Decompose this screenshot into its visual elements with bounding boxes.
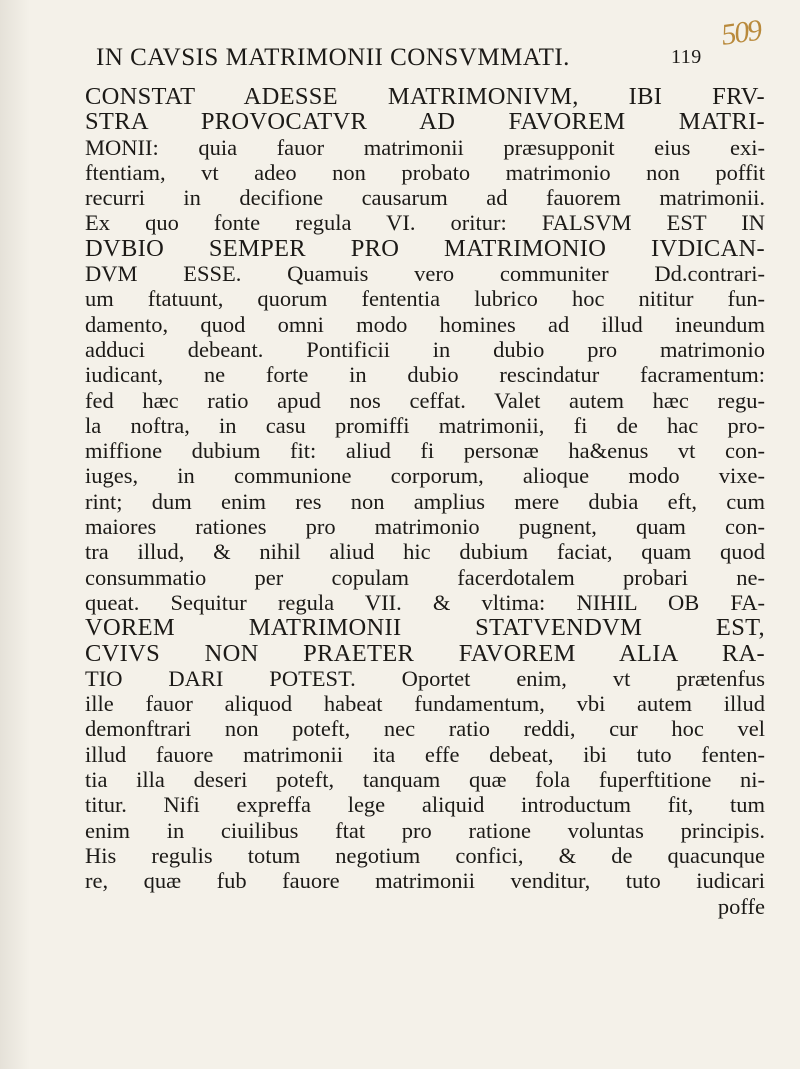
text-line: tia illa deseri poteft, tanquam quæ fola fuperftitione ni- [85,767,765,793]
text-line: CVIVS NON PRAETER FAVOREM ALIA RA- [85,639,765,667]
text-line: His regulis totum negotium confici, & de quacunque [85,842,765,868]
text-line: re, quæ fub fauore matrimonii venditur, tuto iudicari [85,868,765,894]
text-line: rint; dum enim res non amplius mere dubia eft, cum [85,488,765,514]
text-line: recurri in decifione causarum ad fauorem matrimonii. [85,185,765,211]
text-line: tra illud, & nihil aliud hic dubium faciat, quam quod [85,539,765,565]
text-line: VOREM MATRIMONII STATVENDVM EST, [85,614,765,642]
text-line: damento, quod omni modo homines ad illud ineundum [85,311,765,337]
running-header [96,44,702,76]
text-line: queat. Sequitur regula VII. & vltima: NIHIL OB FA- [85,589,765,615]
text-line: fed hæc ratio apud nos ceffat. Valet autem hæc regu- [85,387,765,413]
text-line: DVM ESSE. Quamuis vero communiter Dd.contrari- [85,261,765,287]
running-title: IN CAVSIS MATRIMONII CONSVMMATI. [96,44,570,71]
text-line: um ftatuunt, quorum fententia lubrico hoc nititur fun- [85,286,765,312]
text-line: titur. Nifi expreffa lege aliquid introductum fit, tum [85,792,765,818]
text-line: STRA PROVOCATVR AD FAVOREM MATRI- [85,108,765,136]
text-line: DVBIO SEMPER PRO MATRIMONIO IVDICAN- [85,234,765,262]
catchword: poffe [717,893,765,919]
library-stamp: 509 [719,13,763,52]
text-line: enim in ciuilibus ftat pro ratione voluntas principis. [85,817,765,843]
text-line: la noftra, in casu promiffi matrimonii, fi de hac pro- [85,412,765,438]
text-line: miffione dubium fit: aliud fi personæ ha&enus vt con- [85,438,765,464]
text-line: Ex quo fonte regula VI. oritur: FALSVM EST IN [85,210,765,236]
text-line: ille fauor aliquod habeat fundamentum, vbi autem illud [85,691,765,717]
text-line: ftentiam, vt adeo non probato matrimonio non poffit [85,159,765,185]
text-line: maiores rationes pro matrimonio pugnent, quam con- [85,514,765,540]
text-line: iuges, in communione corporum, alioque modo vixe- [85,463,765,489]
text-line: iudicant, ne forte in dubio rescindatur facramentum: [85,362,765,388]
text-line: adduci debeant. Pontificii in dubio pro matrimonio [85,336,765,362]
page-gutter-shadow [0,0,30,1069]
page-number: 119 [671,46,702,68]
text-line: demonftrari non poteft, nec ratio reddi, cur hoc vel [85,716,765,742]
text-line: CONSTAT ADESSE MATRIMONIVM, IBI FRV- [85,83,765,110]
body-text [85,84,765,919]
text-line: illud fauore matrimonii ita effe debeat, ibi tuto fenten- [85,741,765,767]
text-line: TIO DARI POTEST. Oportet enim, vt prætenfus [85,665,765,691]
text-line: MONII: quia fauor matrimonii præsupponit eius exi- [85,134,765,160]
text-line: consummatio per copulam facerdotalem probari ne- [85,564,765,590]
